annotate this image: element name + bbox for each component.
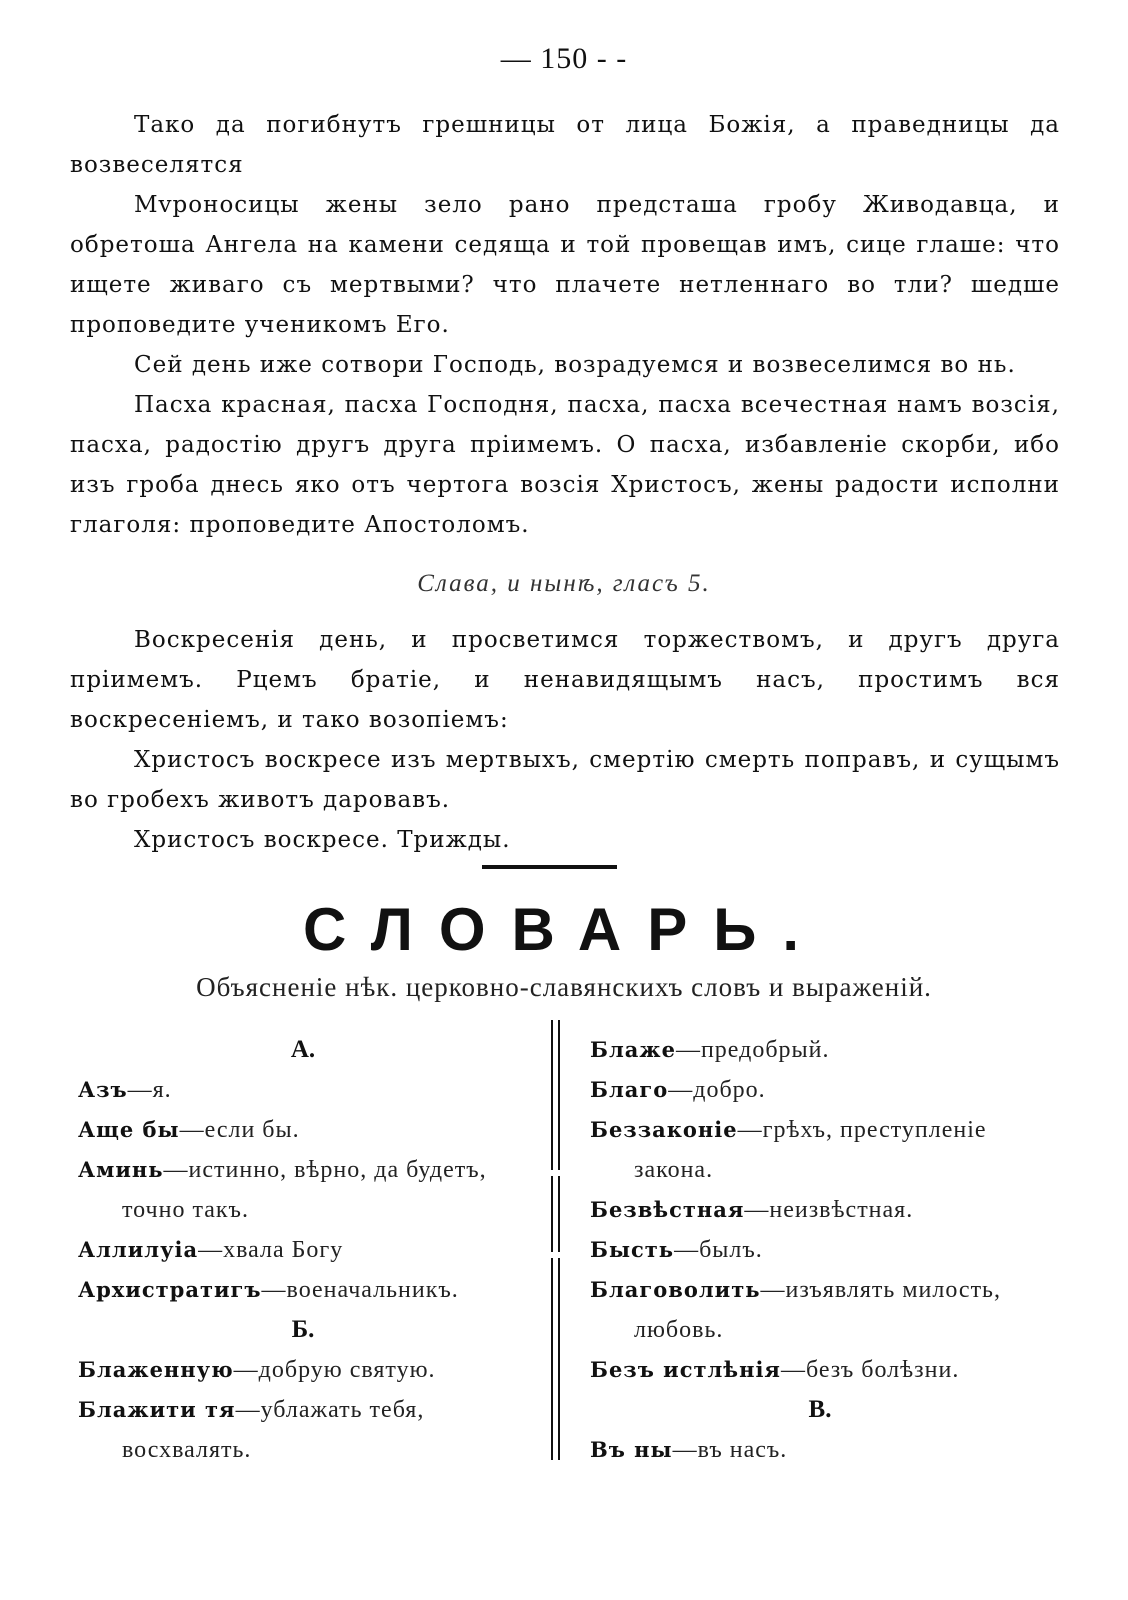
gloss: —въ насъ. [672,1437,788,1463]
hymn-section-title: Слава, и нынѣ, гласъ 5. [417,570,711,597]
dictionary-entry [590,1270,1050,1350]
headword: Въ ны [590,1437,673,1462]
dictionary-entry [590,1110,1050,1190]
gloss: —ублажать тебя, восхвалять. [122,1397,425,1463]
gloss: —былъ. [674,1237,763,1263]
gloss: —безъ болѣзни. [780,1357,960,1383]
gloss: —военачальникъ. [261,1277,459,1303]
hymn-verse: Христосъ воскресе изъ мертвыхъ, смертiю смерть поправъ, и сущымъ во гробехъ животъ даровавъ. [70,747,1060,813]
hymn-verse: Христосъ воскресе. Трижды. [134,827,511,853]
letter-heading: Б. [291,1316,315,1343]
headword: Аминь [78,1157,164,1182]
dictionary-subtitle: Объясненіе нѣк. церковно-славянскихъ словъ и выраженій. [196,972,932,1002]
dictionary-entry [78,1150,528,1230]
headword: Блаже [590,1037,676,1062]
dictionary-entry [590,1070,1050,1110]
letter-heading: В. [808,1396,832,1423]
dictionary-entry [590,1350,1050,1390]
dictionary-entry [590,1190,1050,1230]
dictionary-entry [78,1390,528,1470]
gloss: —добрую святую. [233,1357,436,1383]
headword: Благо [590,1077,669,1102]
page-number: — 150 - - [500,42,628,75]
gloss: —если бы. [179,1117,300,1143]
dictionary-entry [78,1070,528,1110]
headword: Бысть [590,1237,675,1262]
letter-heading: А. [290,1036,316,1063]
headword: Благоволить [590,1277,761,1302]
gloss: —грѣхъ, преступленіе закона. [634,1117,987,1183]
dictionary-left-column [78,1030,528,1470]
column-divider [551,1020,560,1460]
dictionary-entry [78,1270,528,1310]
dictionary-entry [590,1230,1050,1270]
dictionary-entry [78,1110,528,1150]
headword: Аще бы [78,1117,180,1142]
headword: Блажити тя [78,1397,236,1422]
dictionary-title: СЛОВАРЬ. [302,896,826,963]
section-rule [482,865,617,869]
hymn-block-2 [70,620,1060,860]
gloss: —хвала Богу [198,1237,344,1263]
headword: Азъ [78,1077,128,1102]
headword: Аллилуiа [78,1237,199,1262]
dictionary-entry [78,1350,528,1390]
gloss: —изъявлять милость, любовь. [634,1277,1002,1343]
headword: Блаженную [78,1357,234,1382]
gloss: —неизвѣстная. [744,1197,914,1223]
hymn-verse: Пасха красная, пасха Господня, пасха, пасха всечестная намъ возсiя, пасха, радостiю другъ друга прiимемъ. О пасха, избавленiе скорби, ибо изъ гроба днесь яко отъ чертога возсiя Христосъ, жены радости исполни глаголя: проповедите Апостоломъ. [70,392,1060,538]
gloss: —истинно, вѣрно, да будетъ, точно такъ. [122,1157,487,1223]
headword: Безъ истлѣнiя [590,1357,781,1382]
hymn-block-1 [70,105,1060,545]
gloss: —я. [127,1077,172,1103]
dictionary-right-column [590,1030,1050,1470]
dictionary-entry [78,1230,528,1270]
headword: Безвѣстная [590,1197,745,1222]
hymn-verse: Мvроносицы жены зело рано предсташа гробу Живодавца, и обретоша Ангела на камени седяща и той провещав имъ, сице глаше: что ищете живаго съ мертвыми? что плачете нетленнаго во тли? шедше проповедите ученикомъ Его. [70,192,1060,338]
headword: Беззаконiе [590,1117,738,1142]
dictionary-entry [590,1030,1050,1070]
gloss: —добро. [668,1077,766,1103]
hymn-verse: Воскресенiя день, и просветимся торжествомъ, и другъ друга прiимемъ. Рцемъ братiе, и ненавидящымъ насъ, простимъ вся воскресенiемъ, и тако возопiемъ: [70,627,1060,733]
gloss: —предобрый. [675,1037,830,1063]
headword: Архистратигъ [78,1277,262,1302]
hymn-verse: Сей день иже сотвори Господь, возрадуемся и возвеселимся во нь. [134,352,1016,378]
hymn-verse: Тако да погибнутъ грешницы от лица Божiя, а праведницы да возвеселятся [70,112,1060,178]
divider-gap [550,1170,561,1176]
divider-gap [550,1252,561,1258]
dictionary-entry [590,1430,1050,1470]
